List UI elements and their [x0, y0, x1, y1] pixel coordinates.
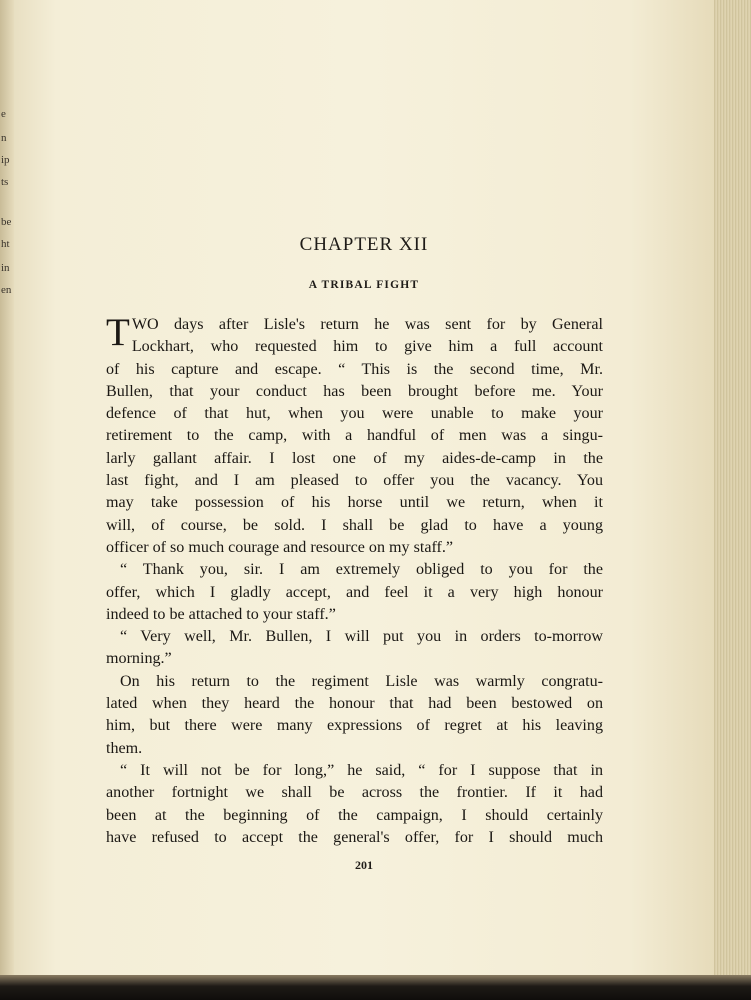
text-line: defence of that hut, when you were unable to make your [106, 405, 603, 423]
text-line: him, but there were many expressions of regret at his leaving [106, 717, 603, 735]
text-line: them. [106, 739, 143, 757]
text-line: Bullen, that your conduct has been brought before me. Your [106, 382, 603, 400]
facing-page-fragment: ts [1, 177, 9, 188]
text-line: “ Very well, Mr. Bullen, I will put you in orders to-morrow [120, 628, 603, 646]
book-page [14, 0, 714, 985]
facing-page-fragment: ip [1, 155, 10, 166]
text-line: indeed to be attached to your staff.” [106, 605, 336, 623]
text-line: of his capture and escape. “ This is the second time, Mr. [106, 360, 603, 378]
text-line: have refused to accept the general's offer, for I should much [106, 828, 603, 846]
text-line: may take possession of his horse until we return, when it [106, 494, 603, 512]
text-line: lated when they heard the honour that had been bestowed on [106, 695, 603, 713]
page-edges [714, 0, 751, 985]
text-line: larly gallant affair. I lost one of my aides-de-camp in the [106, 449, 603, 467]
text-line: offer, which I gladly accept, and feel it a very high honour [106, 583, 603, 601]
binding-shadow [0, 975, 751, 1000]
text-line: On his return to the regiment Lisle was warmly congratu- [120, 672, 603, 690]
facing-page-fragment: en [1, 285, 12, 296]
facing-page-fragment: n [1, 133, 7, 144]
text-line: WO days after Lisle's return he was sent for by General [131, 316, 603, 333]
text-line: will, of course, be sold. I shall be glad to have a young [106, 516, 603, 534]
body-text [106, 311, 603, 849]
facing-page-fragment: in [1, 263, 10, 274]
facing-page-fragment: ht [1, 239, 10, 250]
drop-cap: T [106, 311, 130, 354]
text-line: been at the beginning of the campaign, I should certainly [106, 806, 603, 824]
facing-page-edge [0, 0, 14, 985]
chapter-title: CHAPTER XII [299, 234, 429, 255]
text-line: officer of so much courage and resource on my staff.” [106, 538, 454, 556]
text-line: “ It will not be for long,” he said, “ for I suppose that in [120, 761, 603, 779]
text-line: another fortnight we shall be across the frontier. If it had [106, 784, 603, 802]
text-line: Lockhart, who requested him to give him a full account [131, 338, 603, 356]
facing-page-fragment: be [1, 217, 12, 228]
text-line: morning.” [106, 650, 172, 668]
chapter-subtitle: A TRIBAL FIGHT [308, 279, 420, 291]
page-number: 201 [355, 858, 373, 872]
text-line: “ Thank you, sir. I am extremely obliged to you for the [120, 561, 603, 579]
text-line: last fight, and I am pleased to offer you the vacancy. You [106, 472, 603, 490]
text-line: retirement to the camp, with a handful of men was a singu- [106, 427, 603, 445]
facing-page-fragment: e [1, 109, 6, 120]
